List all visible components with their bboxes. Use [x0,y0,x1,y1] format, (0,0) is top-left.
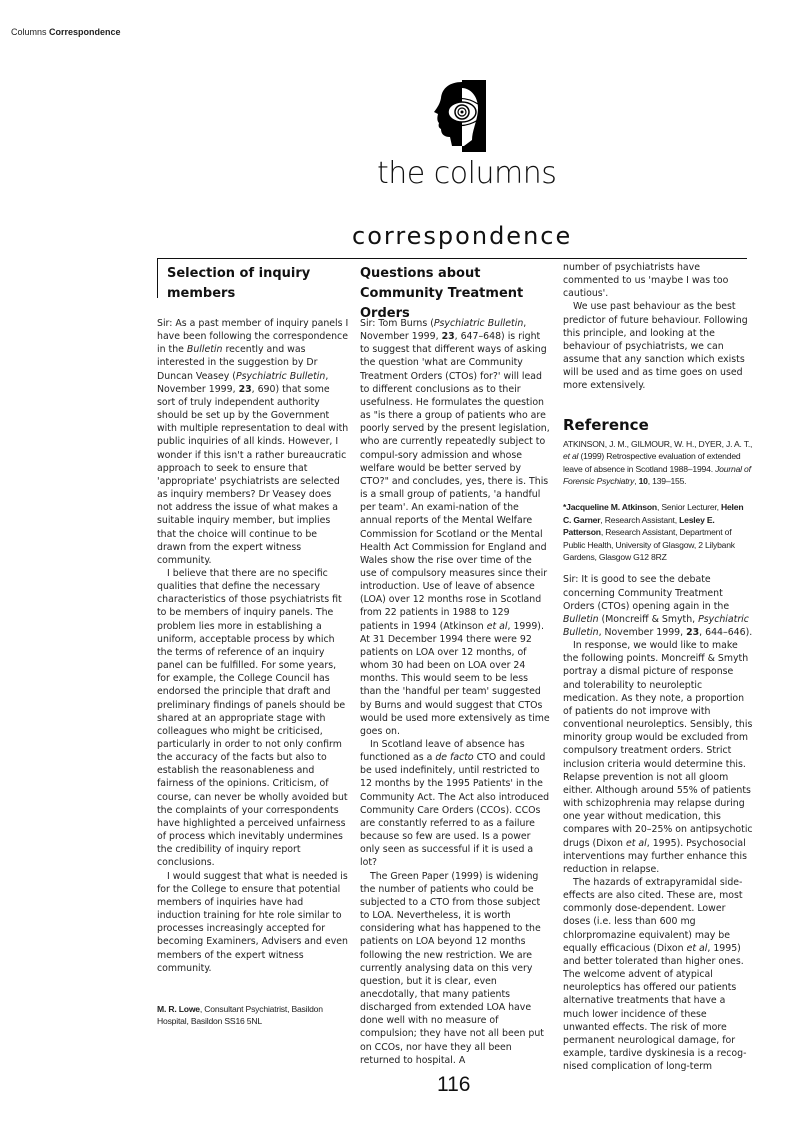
paragraph [563,300,753,392]
letter2-signature [563,501,753,563]
letter2-body [360,317,550,1067]
text-run: In Scotland leave of absence has functioned as a [360,739,525,764]
text-run: CTO and could be used indefinitely, until restricted to 12 months by the 1995 Patients' in the Community Act. The Act also introduced Community Care Orders (CCOs). CCOs are constantly referred to as a failure because so few are used. Is a power only seen as successful if it is used a lot? [360,752,550,869]
section-subtitle: correspondence [352,222,573,250]
text-run: Psychiatric Bulletin [433,318,524,329]
text-run: , November 1999, [360,318,527,343]
columns-logo-icon [428,80,486,152]
paragraph [157,567,349,870]
text-run: Bulletin [186,344,223,356]
text-run: , 690) that some sort of truly independent authority should be set up by the Government with multiple representation to deal with public inquiries of all kinds. However, I wonder if this isn't a rather bureaucratic approach to seek to ensure that 'appropriate' psychiatrists are selected as inquiry members? Dr Veasey does not address the issue of what makes a suitable inquiry member, but implies that the choice will continue to be drawn from the expert witness community. [157,383,349,566]
text-run: et al [563,451,579,462]
text-run: Journal of Forensic Psychiatry [563,463,751,486]
text-run: Bulletin [563,613,599,625]
text-run: 23 [686,627,700,638]
text-run: , 139–155. [647,475,687,486]
text-run: de facto [435,752,474,764]
section-title: the columns [377,156,557,191]
text-run: , November 1999, [598,627,687,638]
text-run: In response, we would like to make the following points. Moncreiff & Smyth portray a dismal picture of response and tolerability to neuroleptic medication. As they note, a proportion of patients do not improve with conventional neuroleptics. Sensibly, this minority group would be excluded from compulsory treatment orders. Strict inclusion criteria would determine this. Relapse prevention is not all gloom either. Although around 55% of patients with schizophrenia may relapse during one year without medication, this compares with 20–25% on antipsychotic drugs (Dixon [563,640,753,849]
text-run: Sir: Tom Burns ( [360,318,434,329]
letter1-signature [157,1003,349,1028]
text-run: (Moncreiff & Smyth, [598,613,699,625]
text-run: Psychiatric Bulletin [235,370,326,382]
text-run: Lesley E. Patterson [563,514,715,538]
text-run: , 1999). At 31 December 1994 there were 92 patients on LOA over 12 months, of whom 30 had been on LOA over 24 months. This would seem to be less than the 'handful per team' suggested by Burns and would suggest that CTOs would be used more extensively as time goes on. [360,620,550,737]
text-run: I would suggest that what is needed is for the College to ensure that potential members of inquiries have had induction training for hte role similar to processes increasingly accepted for becoming Examiners, Advisers and even members of the expert witness community. [157,870,348,974]
paragraph [360,738,550,870]
text-run: I believe that there are no specific qualities that define the necessary characteristics of those psychiatrists fit to be members of inquiry panels. The problem lies more in establishing a uniform, acceptable process by which the terms of reference of an inquiry panel can be fulfilled. For some years, for example, the College Council has endorsed the principle that draft and preliminary findings of panels should be shared at an appropriate stage with colleagues who might be criticised, particularly in order to not only confirm the accuracy of the facts but also to establish the reasonableness and fairness of the opinions. Criticism, of course, can never be wholly avoided but the complaints of your correspondents have highlighted a perceived unfairness of process which inevitably undermines the credibility of inquiry report conclusions. [157,567,348,869]
text-run: The Green Paper (1999) is widening the number of patients who could be subjected to a CTO from those subject to LOA. Nevertheless, it is worth considering what has happened to the patients on LOA beyond 12 months following the new restriction. We are currently analysing data on this very question, but it is clear, even anecdotally, that many patients discharged from extended LOA have done well with no measure of compulsion; they have not all been put on CCOs, nor have they all been returned to hospital. A [360,870,544,1066]
text-run: number of psychiatrists have commented to us 'maybe I was too cautious'. [563,262,729,300]
text-run: 23 [441,331,455,343]
letter1-heading: Selection of inquiry members [167,266,311,301]
letter3-body [563,573,753,1073]
paragraph [157,870,349,975]
text-run: 10 [638,475,648,486]
top-rule [157,258,747,259]
running-head-section: Columns [11,27,47,37]
text-run: Sir: It is good to see the debate concerning Community Treatment Orders (CTOs) opening again in the [563,574,730,612]
text-run: , Research Assistant, Department of Public Health, University of Glasgow, 2 Lilybank Gardens, Glasgow G12 8RZ [563,527,735,562]
reference-heading: Reference [563,415,649,434]
text-run: et al [686,942,708,954]
heading-rule [157,258,158,298]
text-run: We use past behaviour as the best predictor of future behaviour. Following this principle, and looking at the behaviour of psychiatrists, we can assume that any sanction which exists will be used and as time goes on used more extensively. [563,301,748,392]
paragraph [563,639,753,876]
text-run: , 647–648) is right to suggest that different ways of asking the question 'what are Community Treatment Orders (CTOs) for?' will lead to different conclusions as to their usefulness. He formulates the question as "is there a group of patients who are poorly served by the present legislation, who are currently repeatedly subject to compul-sory admission and whose welfare would be better served by CTO?" and concludes, yes, there is. This is a small group of patients, 'a handful per team'. An exami-nation of the annual reports of the Mental Welfare Commission for Scotland or the Mental Health Act Commission for England and Wales show the rise over time of the use of compulsory measures since their introduction. Use of leave of absence (LOA) over 12 months rose in Scotland from 22 patients in 1988 to 129 patients in 1994 (Atkinson [360,331,550,632]
letter2-continuation [563,261,753,393]
text-run: , November 1999, [157,370,329,395]
text-run: Psychiatric Bulletin [563,613,749,638]
text-run: (1999) Retrospective evaluation of extended leave of absence in Scotland 1988–1994. [563,451,741,474]
text-run: , 644–646). [699,627,753,638]
text-run: Helen C. Garner [563,502,744,525]
column-3 [563,261,753,1073]
text-run: ATKINSON, J. M., GILMOUR, W. H., DYER, J. A. T., [563,438,753,449]
text-run: et al [486,620,508,632]
text-run: Sir: As a past member of inquiry panels I have been following the correspondence in the [157,318,349,356]
text-run: M. R. Lowe [157,1004,200,1014]
text-run: , 1995). Psychosocial interventions may further enhance this reduction in relapse. [563,837,747,875]
text-run: , Consultant Psychiatrist, Basildon Hospital, Basildon SS16 5NL [157,1004,323,1027]
paragraph [563,573,753,639]
column-2 [360,317,550,1067]
paragraph [563,261,753,300]
text-run: The hazards of extrapyramidal side-effects are also cited. These are, most commonly dose-dependent. Lower doses (i.e. less than 600 mg chlorpromazine equivalent) may be equally efficacious (Dixon [563,876,743,954]
paragraph [360,317,550,738]
reference-entry [563,438,753,488]
text-run: recently and was interested in the suggestion by Dr Duncan Veasey ( [157,344,318,382]
text-run: 23 [238,383,252,395]
text-run: , [634,475,639,486]
text-run: , Research Assistant, [600,514,680,525]
running-head [11,27,121,37]
letter1-body [157,317,349,975]
text-run: , 1995) and better tolerated than higher ones. The welcome advent of atypical neuroleptics has offered our patients alternative treatments that have a much lower incidence of these unwanted effects. The risk of more permanent neurological damage, for example, tardive dyskinesia is a recog-nised complication of long-term [563,942,747,1073]
text-run: , Senior Lecturer, [656,502,721,513]
column-1 [157,317,349,975]
running-head-title: Correspondence [49,27,121,37]
paragraph [563,876,753,1073]
paragraph [157,317,349,567]
text-run: *Jacqueline M. Atkinson [563,502,657,513]
text-run: et al [625,837,647,849]
letter2-heading: Questions about Community Treatment Orders [360,266,524,321]
paragraph [360,870,550,1067]
page-number: 116 [437,1073,471,1096]
